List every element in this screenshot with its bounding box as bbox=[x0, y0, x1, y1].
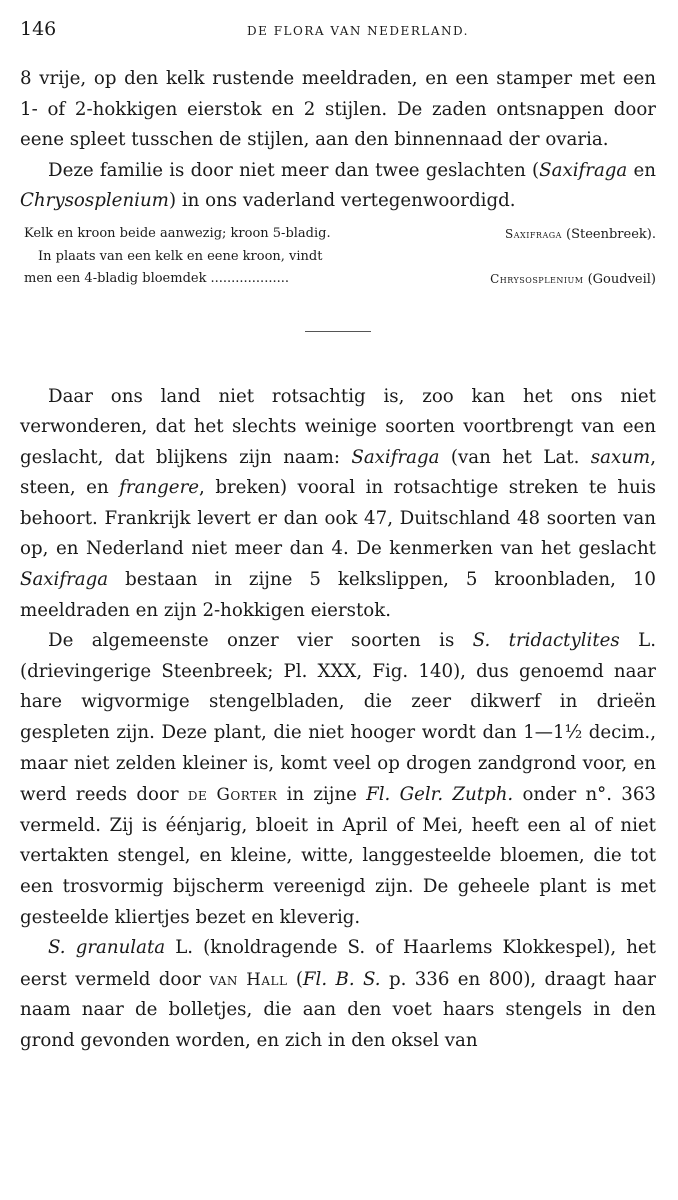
running-head bbox=[20, 18, 656, 44]
page-number: 146 bbox=[20, 18, 57, 40]
paragraph-family-genera: Deze familie is door niet meer dan twee geslachten (Saxifraga en Chrysosplenium) in ons vaderland vertegenwoordigd. bbox=[20, 159, 656, 211]
paragraph-saxifraga-intro: Daar ons land niet rotsachtig is, zoo kan het ons niet verwonderen, dat het slechts weinige soorten voortbrengt van een geslacht, dat blijkens zijn naam: Saxifraga (van het Lat. saxum, steen, en frangere, breken) vooral in rotsachtige streken te huis behoort. Frankrijk levert er dan ook 47, Duitschland 48 soorten van op, en Nederland niet meer dan 4. De kenmerken van het geslacht Saxifraga bestaan in zijne 5 kelkslippen, 5 kroonbladen, 10 meeldraden en zijn 2-hokkigen eierstok. bbox=[20, 385, 657, 621]
identification-key bbox=[20, 223, 656, 291]
key-row-saxifraga: Kelk en kroon beide aanwezig; kroon 5-bladig. Saxifraga (Steenbreek). bbox=[24, 225, 656, 242]
key-row-chrysosplenium: men een 4-bladig bloemdek ................... Chrysosplenium (Goudveil) bbox=[24, 270, 656, 287]
running-title: DE FLORA VAN NEDERLAND. bbox=[247, 24, 469, 38]
paragraph-s-tridactylites: De algemeenste onzer vier soorten is S. tridactylites L. (drievingerige Steenbreek; Pl. XXX, Fig. 140), dus genoemd naar hare wigvormige stengelbladen, die zeer dikwerf in drieën gespleten zijn. Deze plant, die niet hooger wordt dan 1—1½ decim., maar niet zelden kleiner is, komt veel op drogen zandgrond voor, en werd reeds door de Gorter in zijne Fl. Gelr. Zutph. onder n°. 363 vermeld. Zij is éénjarig, bloeit in April of Mei, heeft een al of niet vertakten stengel, en kleine, witte, langgesteelde bloemen, die tot een trosvormig bijscherm vereenigd zijn. De geheele plant is met gesteelde kliertjes bezet en kleverig. bbox=[20, 630, 656, 928]
paragraph-s-granulata: S. granulata L. (knoldragende S. of Haarlems Klokkespel), het eerst vermeld door van Hall (Fl. B. S. p. 336 en 800), draagt haar naam naar de bolletjes, die aan den voet haars stengels in den grond gevonden worden, en zich in den oksel van bbox=[20, 937, 656, 1051]
paragraph-family-description: 8 vrije, op den kelk rustende meeldraden, en een stamper met een 1- of 2-hokkigen eierstok en 2 stijlen. De zaden ontsnappen door eene spleet tusschen de stijlen, aan den binnennaad der ovaria. bbox=[20, 68, 656, 150]
section-saxifraga bbox=[20, 382, 656, 1057]
key-row-alternative: In plaats van een kelk en eene kroon, vindt bbox=[38, 248, 323, 264]
section-separator bbox=[305, 331, 371, 332]
book-page bbox=[20, 18, 656, 1057]
